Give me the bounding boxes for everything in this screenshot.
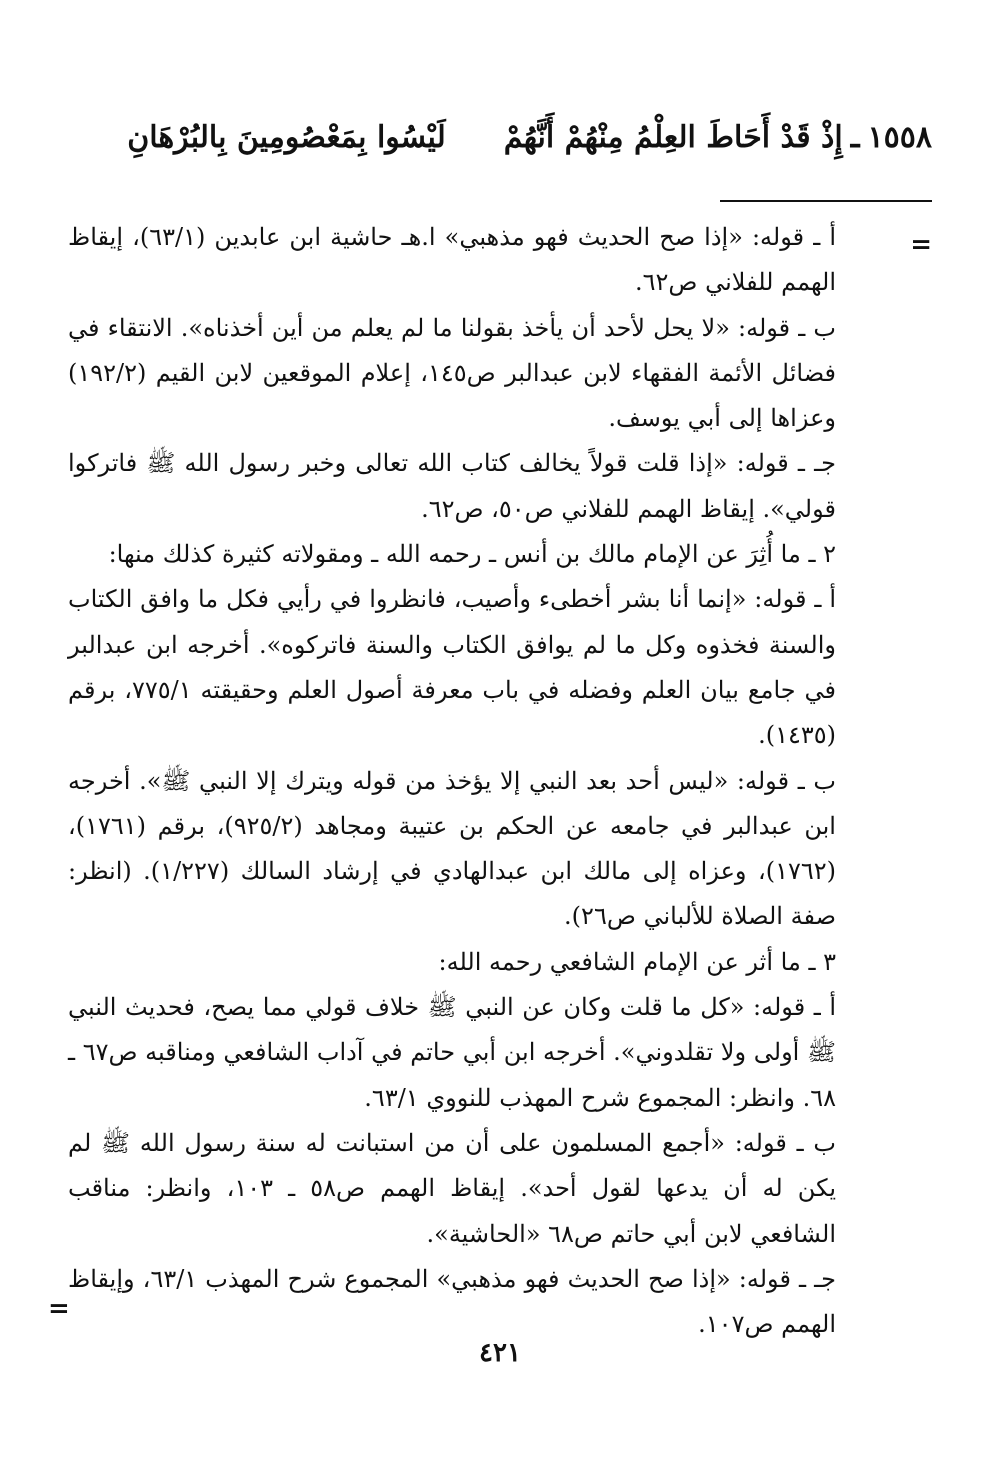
page-number: ٤٢١ — [479, 1338, 521, 1368]
footnote-paragraph: جـ ـ قوله: «إذا صح الحديث فهو مذهبي» المجموع شرح المهذب ٦٣/١، وإيقاظ الهمم ص١٠٧. — [68, 1264, 837, 1339]
footnote-paragraph: ب ـ قوله: «لا يحل لأحد أن يأخذ بقولنا ما لم يعلم من أين أخذناه». الانتقاء في فضائل الأئمة الفقهاء لابن عبدالبر ص١٤٥، إعلام الموقعين لابن القيم (١٩٢/٢) وعزاها إلى أبي يوسف. — [68, 313, 836, 433]
footnote-paragraph: ب ـ قوله: «ليس أحد بعد النبي إلا يؤخذ من قوله ويترك إلا النبي ﷺ». أخرجه ابن عبدالبر في جامعه عن الحكم بن عتيبة ومجاهد (٩٢٥/٢)، برقم (١٧٦١)، (١٧٦٢)، وعزاه إلى مالك ابن عبدالهادي في إرشاد السالك (١/٢٢٧). (انظر: صفة الصلاة للألباني ص٢٦). — [68, 766, 836, 931]
verse-number: ١٥٥٨ — [867, 119, 932, 155]
footnote-paragraph: أ ـ قوله: «كل ما قلت وكان عن النبي ﷺ خلاف قولي مما يصح، فحديث النبي ﷺ أولى ولا تقلدوني». أخرجه ابن أبي حاتم في آداب الشافعي ومناقبه ص٦٧ ـ ٦٨. وانظر: المجموع شرح المهذب للنووي ٦٣/١. — [68, 993, 837, 1112]
footnote-paragraph: ب ـ قوله: «أجمع المسلمون على أن من استبانت له سنة رسول الله ﷺ لم يكن له أن يدعها لقول أحد». إيقاظ الهمم ص٥٨ ـ ١٠٣، وانظر: مناقب الشافعي لابن أبي حاتم ص٦٨ «الحاشية». — [68, 1128, 836, 1248]
verse-second-hemistich: لَيْسُوا بِمَعْصُومِينَ بِالبُرْهَانِ — [127, 119, 446, 155]
verse-first-hemistich: إِذْ قَدْ أَحَاطَ العِلْمُ مِنْهُمْ أَنَّهُمْ — [503, 119, 843, 155]
footnote-separator-rule — [720, 200, 932, 202]
verse-dash: ـ — [850, 119, 860, 155]
footnote-heading: ٢ ـ ما أُثِرَ عن الإمام مالك بن أنس ـ رحمه الله ـ ومقولاته كثيرة كذلك منها: — [108, 540, 836, 569]
footnote-heading: ٣ ـ ما أثر عن الإمام الشافعي رحمه الله: — [438, 947, 836, 976]
verse-line — [60, 112, 932, 162]
continuation-mark-top: = — [910, 230, 932, 260]
footnotes-block — [68, 215, 836, 1347]
footnote-paragraph: جـ ـ قوله: «إذا قلت قولاً يخالف كتاب الله تعالى وخبر رسول الله ﷺ فاتركوا قولي». إيقاظ الهمم للفلاني ص٥٠، ص٦٢. — [68, 449, 836, 523]
continuation-mark-bottom: = — [48, 1294, 70, 1324]
footnote-paragraph: أ ـ قوله: «إذا صح الحديث فهو مذهبي» ا.هـ حاشية ابن عابدين (٦٣/١)، إيقاظ الهمم للفلاني ص٦٢. — [68, 223, 836, 297]
footnote-paragraph: أ ـ قوله: «إنما أنا بشر أخطىء وأصيب، فانظروا في رأيي فكل ما وافق الكتاب والسنة فخذوه وكل ما لم يوافق الكتاب والسنة فاتركوه». أخرجه ابن عبدالبر في جامع بيان العلم وفضله في باب معرفة أصول العلم وحقيقته ٧٧٥/١، برقم (١٤٣٥). — [68, 585, 836, 750]
